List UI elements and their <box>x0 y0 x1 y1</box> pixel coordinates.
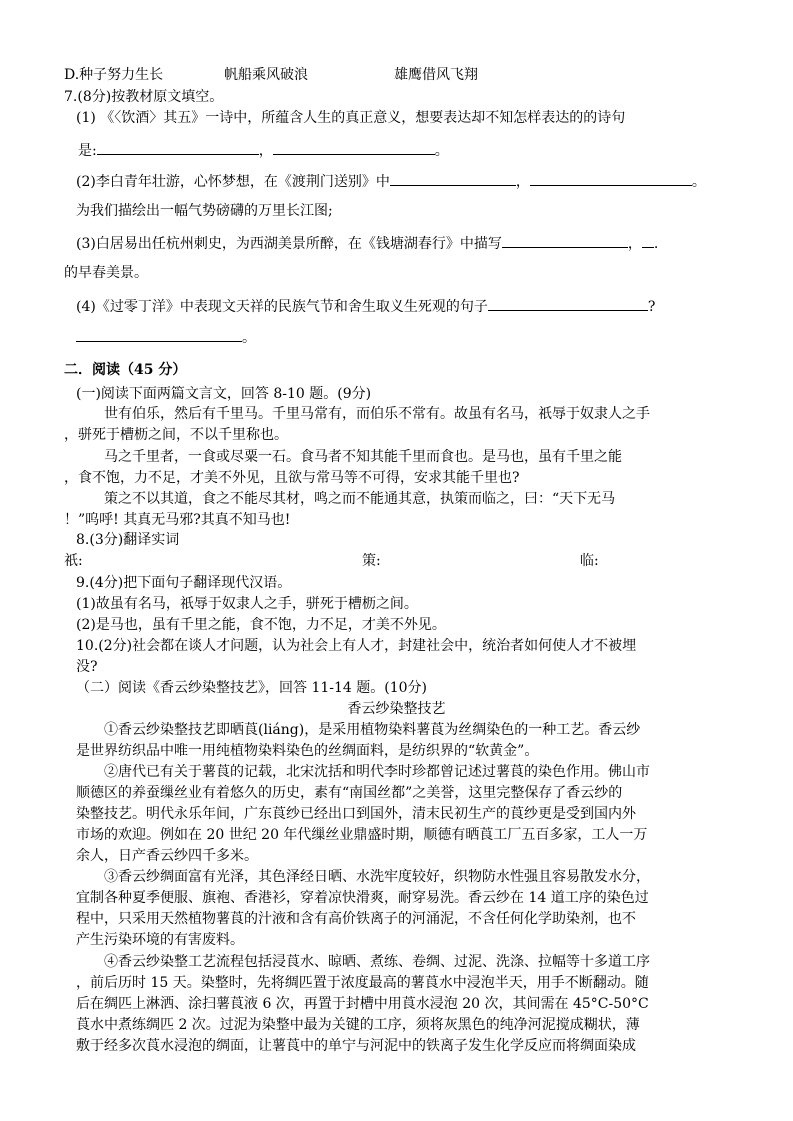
article-title: 香云纱染整技艺 <box>347 701 446 717</box>
article-para2-a: ②唐代已有关于薯莨的记载，北宋沈括和明代李时珍都曾记述过薯莨的染色作用。佛山市 <box>104 764 650 780</box>
q7-sub3-cont: 的早春美景。 <box>64 265 148 281</box>
article-para3-b: 宜制各种夏季便服、旗袍、香港衫，穿着凉快滑爽，耐穿易洗。香云纱在 14 道工序的染色过 <box>76 890 649 906</box>
q10-text-a: 10.(2分)社会都在谈人才问题，认为社会上有人才，封建社会中，统治者如何使人才不被埋 <box>76 638 637 654</box>
q7-sub2-text: (2)李白青年壮游，心怀梦想，在《渡荆门送别》中 <box>76 174 390 190</box>
q7-sub2-end: 。 <box>691 174 706 190</box>
article-para2-d: 市场的欢迎。例如在 20 世纪 20 年代缫丝业鼎盛时期，顺德有晒莨工厂五百多家，工人一万 <box>76 827 648 843</box>
q7-sub3-comma: ， <box>627 236 642 252</box>
answer-blank[interactable] <box>97 140 259 155</box>
q7-sub1-end: 。 <box>434 143 449 159</box>
q7-sub1-prefix: 是: <box>78 143 97 159</box>
q6-option-d-label: D.种子努力生长 <box>64 67 164 83</box>
article-para2-b: 顺德区的养蚕缫丝业有着悠久的历史，素有“南国丝都”之美誉，这里完整保存了香云纱的 <box>76 785 623 801</box>
q7-sub2-cont: 为我们描绘出一幅气势磅礴的万里长江图; <box>76 203 333 219</box>
passage1-para2-a: 马之千里者，一食或尽粟一石。食马者不知其能千里而食也。是马也，虽有千里之能 <box>104 449 622 465</box>
q9-sentence2: (2)是马也，虽有千里之能，食不饱，力不足，才美不外见。 <box>76 617 446 633</box>
part1-intro: (一)阅读下面两篇文言文，回答 8-10 题。(9分) <box>76 386 372 402</box>
article-para4-a: ④香云纱染整工艺流程包括浸莨水、晾晒、煮练、卷绸、过泥、洗涤、拉幅等十多道工序 <box>104 954 650 970</box>
passage1-para3-b: ！”呜呼! 其真无马邪?其真不知马也! <box>64 512 291 528</box>
answer-blank[interactable] <box>488 296 648 311</box>
answer-blank[interactable] <box>390 171 516 186</box>
q7-sub3-dot: . <box>653 236 659 252</box>
answer-blank[interactable] <box>76 327 242 342</box>
q10-text-b: 没? <box>76 659 98 675</box>
article-para4-c: 后在绸匹上淋洒、涂扫薯莨液 6 次，再置于封槽中用莨水浸泡 20 次，其间需在 45°C-50°C <box>76 996 649 1012</box>
q7-sub4-end: 。 <box>242 330 256 346</box>
q7-sub1-comma: ， <box>258 143 273 159</box>
q9-sentence1: (1)故虽有名马，祇辱于奴隶人之手，骈死于槽枥之间。 <box>76 596 418 612</box>
q8-word2: 策: <box>362 553 381 569</box>
q7-sub2-line <box>76 171 706 191</box>
q6-option-d-part2: 帆船乘风破浪 <box>224 67 308 83</box>
article-para4-b: ，前后历时 15 天。染整时，先将绸匹置于浓度最高的薯莨水中浸泡半天，用手不断翻动。随 <box>76 975 649 991</box>
q6-option-d-part3: 雄鹰借风飞翔 <box>394 67 478 83</box>
q7-sub4-cont <box>76 327 256 347</box>
passage1-para1-a: 世有伯乐，然后有千里马。千里马常有，而伯乐不常有。故虽有名马，祇辱于奴隶人之手 <box>104 406 650 422</box>
answer-blank[interactable] <box>273 140 435 155</box>
answer-blank[interactable] <box>502 233 628 248</box>
q6-option-d <box>64 66 163 84</box>
passage1-para3-a: 策之不以其道，食之不能尽其材，鸣之而不能通其意，执策而临之，曰：“天下无马 <box>104 491 616 507</box>
q7-sub3-text: (3)白居易出任杭州刺史，为西湖美景所醉，在《钱塘湖春行》中描写 <box>76 236 502 252</box>
article-para2-e: 余人，日产香云纱四千多米。 <box>76 848 258 864</box>
article-para1-b: 是世界纺织品中唯一用纯植物染料染色的丝绸面料，是纺织界的“软黄金”。 <box>76 743 539 759</box>
q7-sub4-q: ? <box>647 299 656 315</box>
q7-sub4-line <box>76 296 655 316</box>
passage1-para1-b: ，骈死于槽枥之间，不以千里称也。 <box>64 427 288 443</box>
q8-word1: 祇: <box>64 553 83 569</box>
q7-sub1-text: (1) 《〈饮酒〉其五》一诗中，所蕴含人生的真正意义，想要表达却不知怎样表达的的诗句 <box>76 110 626 126</box>
article-para1-a: ①香云纱染整技艺即晒莨(liáng)，是采用植物染料薯莨为丝绸染色的一种工艺。香云纱 <box>104 722 641 738</box>
article-para4-d: 莨水中煮练绸匹 2 次。过泥为染整中最为关键的工序，须将灰黑色的纯净河泥搅成糊状，薄 <box>76 1017 640 1033</box>
answer-blank[interactable] <box>642 233 654 248</box>
article-para2-c: 染整技艺。明代永乐年间，广东莨纱已经出口到国外，清末民初生产的莨纱更是受到国内外 <box>76 806 636 822</box>
q7-sub1-line <box>78 140 449 160</box>
part2-intro: （二）阅读《香云纱染整技艺》，回答 11-14 题。(10分) <box>76 680 427 696</box>
answer-blank[interactable] <box>530 171 692 186</box>
q7-sub4-text: (4)《过零丁洋》中表现文天祥的民族气节和舍生取义生死观的句子 <box>76 299 488 315</box>
q8-word3: 临: <box>580 553 599 569</box>
q7-sub2-comma: ， <box>515 174 530 190</box>
section2-heading: 二．阅读（45 分） <box>64 362 187 378</box>
q9-title: 9.(4分)把下面句子翻译现代汉语。 <box>76 575 292 591</box>
q8-title: 8.(3分)翻译实词 <box>76 532 180 548</box>
passage1-para2-b: ，食不饱，力不足，才美不外见，且欲与常马等不可得，安求其能千里也? <box>64 470 520 486</box>
article-para3-c: 程中，只采用天然植物薯莨的汁液和含有高价铁离子的河涌泥，不含任何化学助染剂，也不 <box>76 911 636 927</box>
article-para4-e: 敷于经多次莨水浸泡的绸面，让薯莨中的单宁与河泥中的铁离子发生化学反应而将绸面染成 <box>76 1038 636 1054</box>
q7-title: 7.(8分)按教材原文填空。 <box>64 89 224 105</box>
q7-sub3-line <box>76 233 658 253</box>
article-para3-a: ③香云纱绸面富有光泽，其色泽经日晒、水洗牢度较好，织物防水性强且容易散发水分， <box>104 869 650 885</box>
article-para3-d: 产生污染环境的有害废料。 <box>76 932 244 948</box>
